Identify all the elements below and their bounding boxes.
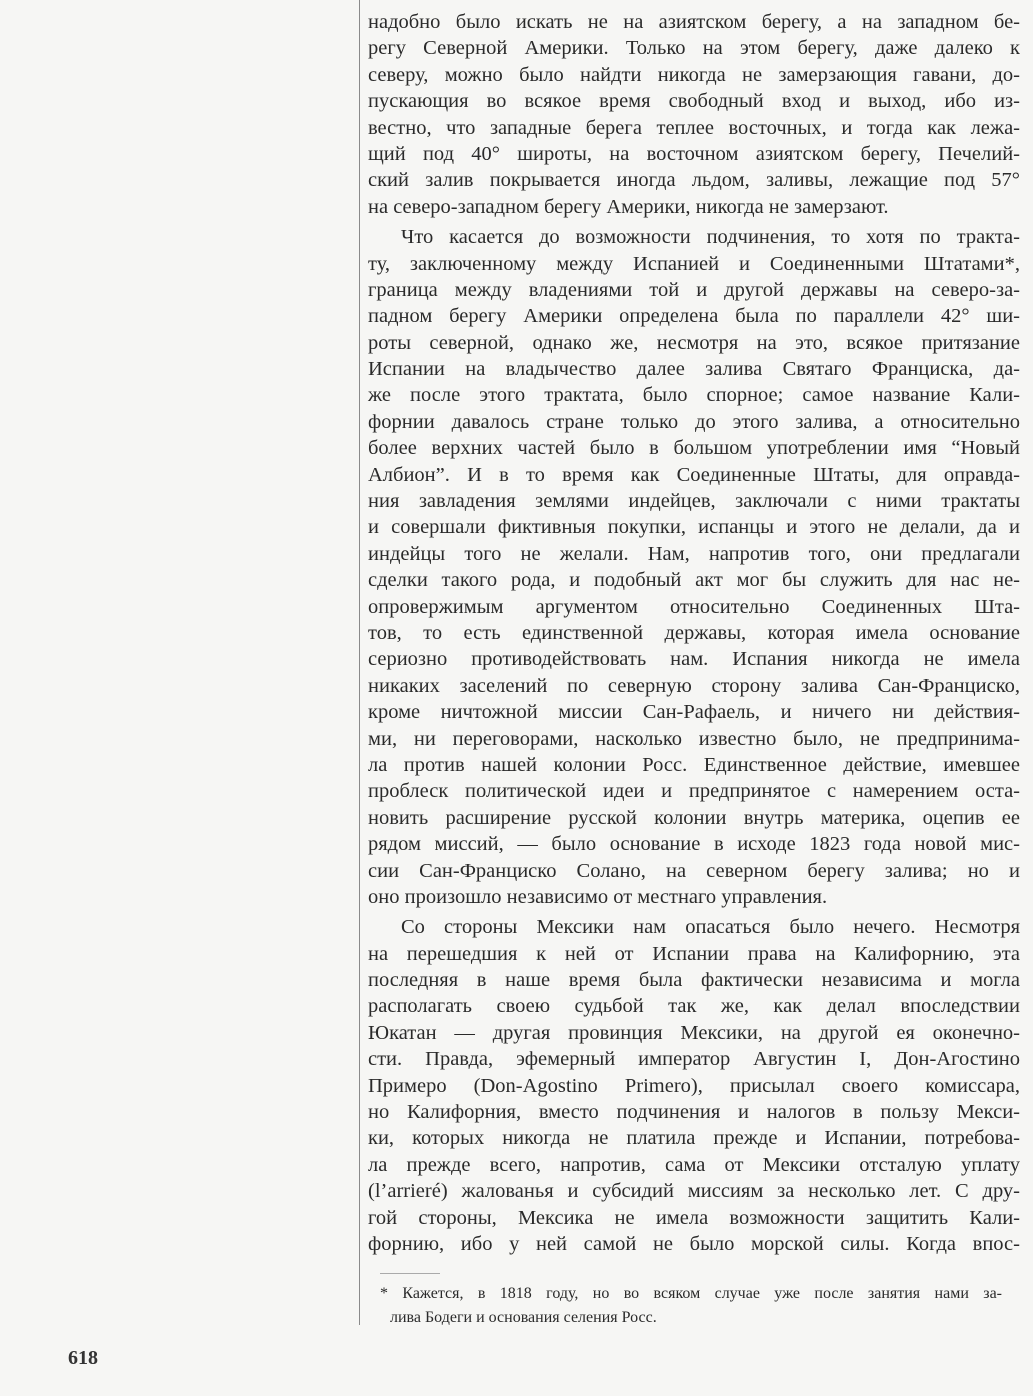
text-line: граница между владениями той и другой державы на северо-за- [368,278,1020,301]
text-line: форнию, ибо у ней самой не было морской силы. Когда впос- [368,1232,1020,1255]
text-line: роты северной, однако же, несмотря на это, всякое притязание [368,331,1020,354]
footnote-line: лива Бодеги и основания селения Росс. [390,1309,657,1326]
text-line: ский залив покрывается иногда льдом, заливы, лежащие под 57° [368,169,1020,192]
text-line: ки, которых никогда не платила прежде и Испании, потребова- [368,1127,1020,1150]
text-line: регу Северной Америки. Только на этом берегу, даже далеко к [368,37,1020,60]
text-line: Испании на владычество далее залива Святаго Франциска, да- [368,358,1020,381]
text-line: (l’arrieré) жалованья и субсидий миссиям за несколько лет. С дру- [368,1180,1020,1203]
body-text [368,9,1020,1257]
text-line: сделки такого рода, и подобный акт мог бы служить для нас не- [368,569,1020,592]
text-line: проблеск политической идеи и предпринятое с намерением оста- [368,780,1020,803]
text-line: рядом миссий, — было основание в исходе 1823 года новой мис- [368,833,1020,856]
page-number: 618 [68,1347,98,1369]
text-line: Примеро (Don-Agostino Primero), присылал своего комиссара, [368,1074,1020,1097]
text-line: последняя в наше время была фактически независима и могла [368,969,1020,992]
text-line: Со стороны Мексики нам опасаться было нечего. Несмотря [401,916,1020,939]
text-line: форнии давалось стране только до этого залива, а относительно [368,410,1020,433]
text-line: более верхних частей было в большом употреблении имя “Новый [368,437,1020,460]
text-line: ла прежде всего, напротив, сама от Мексики отсталую уплату [368,1153,1020,1176]
text-line: никаких заселений по северную сторону залива Сан-Франциско, [368,674,1020,697]
footnote-rule [380,1273,440,1274]
footnote-line: * Кажется, в 1818 году, но во всяком случае уже после занятия нами за- [380,1285,1002,1302]
text-line: гой стороны, Мексика не имела возможности защитить Кали- [368,1206,1020,1229]
text-line: Что касается до возможности подчинения, то хотя по тракта- [401,226,1020,249]
text-line: ния завладения землями индейцев, заключали с ними трактаты [368,490,1020,513]
text-line: располагать своею судьбой так же, как делал впоследствии [368,995,1020,1018]
text-line: но Калифорния, вместо подчинения и налогов в пользу Мекси- [368,1101,1020,1124]
text-line: Албион”. И в то время как Соединенные Штаты, для оправда- [368,463,1020,486]
text-line: сти. Правда, эфемерный император Августин I, Дон-Агостино [368,1048,1020,1071]
text-line: щий под 40° широты, на восточном азиятском берегу, Печелий- [368,142,1020,165]
text-line: ту, заключенному между Испанией и Соединенными Штатами*, [368,252,1020,275]
text-line: северу, можно было найдти никогда не замерзающия гавани, до- [368,63,1020,86]
text-line: на северо-западном берегу Америки, никогда не замерзают. [368,195,889,218]
text-line: надобно было искать не на азиятском берегу, а на западном бе- [368,11,1020,33]
text-line: сериозно противодействовать нам. Испания никогда не имела [368,648,1020,671]
text-line: же после этого трактата, было спорное; самое название Кали- [368,384,1020,407]
text-line: кроме ничтожной миссии Сан-Рафаель, и ничего ни действия- [368,701,1020,724]
text-line: Юкатан — другая провинция Мексики, на другой ея оконечно- [368,1021,1020,1044]
text-line: пускающия во всякое время свободный вход и выход, ибо из- [368,90,1020,113]
text-line: на перешедшия к ней от Испании права на Калифорнию, эта [368,942,1020,965]
text-line: и совершали фиктивныя покупки, испанцы и этого не делали, да и [368,516,1020,539]
text-line: падном берегу Америки определена была по параллели 42° ши- [368,305,1020,328]
column-rule [359,0,360,1325]
text-line: сии Сан-Франциско Солано, на северном берегу залива; но и [368,859,1020,882]
text-line: вестно, что западные берега теплее восточных, и тогда как лежа- [368,116,1020,139]
footnote [380,1282,1002,1330]
text-line: опровержимым аргументом относительно Соединенных Шта- [368,595,1020,618]
text-line: ми, ни переговорами, насколько известно было, не предпринима- [368,727,1020,750]
text-line: ла против нашей колонии Росс. Единственное действие, имевшее [368,753,1020,776]
text-line: тов, то есть единственной державы, которая имела основание [368,621,1020,644]
text-line: новить расширение русской колонии внутрь материка, оцепив ее [368,806,1020,829]
text-line: оно произошло независимо от местнаго управления. [368,885,828,908]
text-line: индейцы того не желали. Нам, напротив того, они предлагали [368,542,1020,565]
